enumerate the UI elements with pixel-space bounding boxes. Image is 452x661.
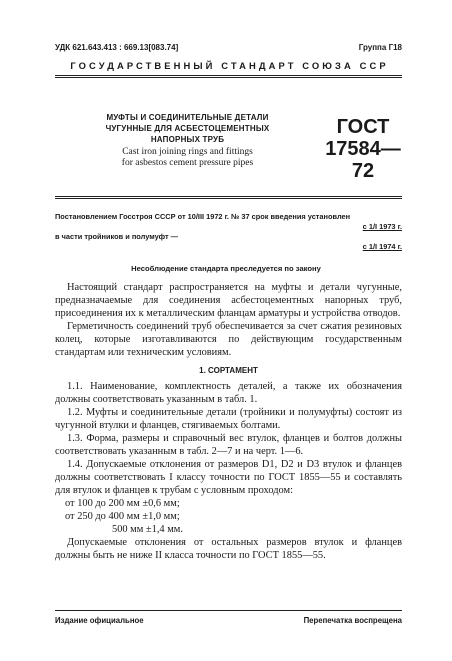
legal-notice: Несоблюдение стандарта преследуется по закону bbox=[131, 264, 321, 273]
footer-official-edition: Издание официальное bbox=[55, 616, 144, 625]
decree-line-1: Постановлением Госстроя СССР от 10/III 1972 г. № 37 срок введения установлен bbox=[55, 212, 351, 221]
document-body bbox=[55, 281, 402, 562]
paragraph-other-tolerances: Допускаемые отклонения от остальных размеров втулок и фланцев должны быть не ниже II класса точности по ГОСТ 1855—55. bbox=[55, 537, 402, 561]
title-en-line-1: Cast iron joining rings and fittings bbox=[122, 147, 253, 157]
clause-1-1: 1.1. Наименование, комплектность деталей, а также их обозначения должны соответствовать указанным в табл. 1. bbox=[55, 381, 402, 405]
decree-line-3: в части тройников и полумуфт — bbox=[55, 232, 179, 241]
tolerance-line-1: от 100 до 200 мм ±0,6 мм; bbox=[65, 498, 180, 509]
footer-line bbox=[55, 616, 402, 625]
clause-1-2: 1.2. Муфты и соединительные детали (тройники и полумуфты) состоят из чугунной втулки и фланцев, стягиваемых болтами. bbox=[55, 407, 402, 431]
title-en-line-2: for asbestos cement pressure pipes bbox=[121, 158, 254, 168]
tolerance-line-2: от 250 до 400 мм ±1,0 мм; bbox=[65, 511, 180, 522]
state-standard-banner: ГОСУДАРСТВЕННЫЙ СТАНДАРТ СОЮЗА ССР bbox=[70, 60, 389, 71]
header-line bbox=[55, 43, 402, 52]
title-block bbox=[55, 112, 320, 169]
title-ru-line-1: МУФТЫ И СОЕДИНИТЕЛЬНЫЕ ДЕТАЛИ bbox=[106, 113, 269, 122]
udk-code: УДК 621.643.413 : 669.13[083.74] bbox=[55, 43, 179, 52]
section-title: 1. СОРТАМЕНТ bbox=[199, 366, 258, 375]
footer-rule bbox=[55, 610, 402, 611]
title-ru-line-3: НАПОРНЫХ ТРУБ bbox=[150, 135, 225, 144]
title-ru-line-2: ЧУГУННЫЕ ДЛЯ АСБЕСТОЦЕМЕНТНЫХ bbox=[105, 124, 270, 133]
decree-date-2: с 1/I 1974 г. bbox=[362, 242, 402, 251]
title-rule-bottom bbox=[55, 198, 402, 199]
gost-designation bbox=[322, 116, 404, 182]
footer-reprint-prohibited: Перепечатка воспрещена bbox=[303, 616, 402, 625]
decree-date-1: с 1/I 1973 г. bbox=[362, 222, 402, 231]
paragraph-sealing: Герметичность соединений труб обеспечивается за счет сжатия резиновых колец, которые изготавливаются по действующим государственным стандартам или техническим условиям. bbox=[55, 321, 402, 358]
header-rule-top bbox=[55, 75, 402, 76]
gost-label: ГОСТ bbox=[336, 116, 390, 138]
header-rule-bottom bbox=[55, 77, 402, 78]
title-rule-top bbox=[55, 196, 402, 197]
paragraph-intro: Настоящий стандарт распространяется на муфты и детали чугунные, предназначаемые для соединения асбестоцементных напорных труб, присоединения их к металлическим фланцам арматуры и устройства отводов. bbox=[55, 282, 402, 319]
decree-block bbox=[55, 212, 402, 252]
clause-1-3: 1.3. Форма, размеры и справочный вес втулок, фланцев и болтов должны соответствовать указанным в табл. 2—7 и на черт. 1—6. bbox=[55, 433, 402, 457]
gost-number: 17584—72 bbox=[325, 138, 401, 182]
clause-1-4: 1.4. Допускаемые отклонения от размеров D1, D2 и D3 втулок и фланцев должны соответствовать I классу точности по ГОСТ 1855—55 и составлять для втулок и фланцев к трубам с условным проходом: bbox=[55, 459, 402, 496]
tolerance-line-3: 500 мм ±1,4 мм. bbox=[112, 524, 183, 535]
group-code: Группа Г18 bbox=[358, 43, 402, 52]
